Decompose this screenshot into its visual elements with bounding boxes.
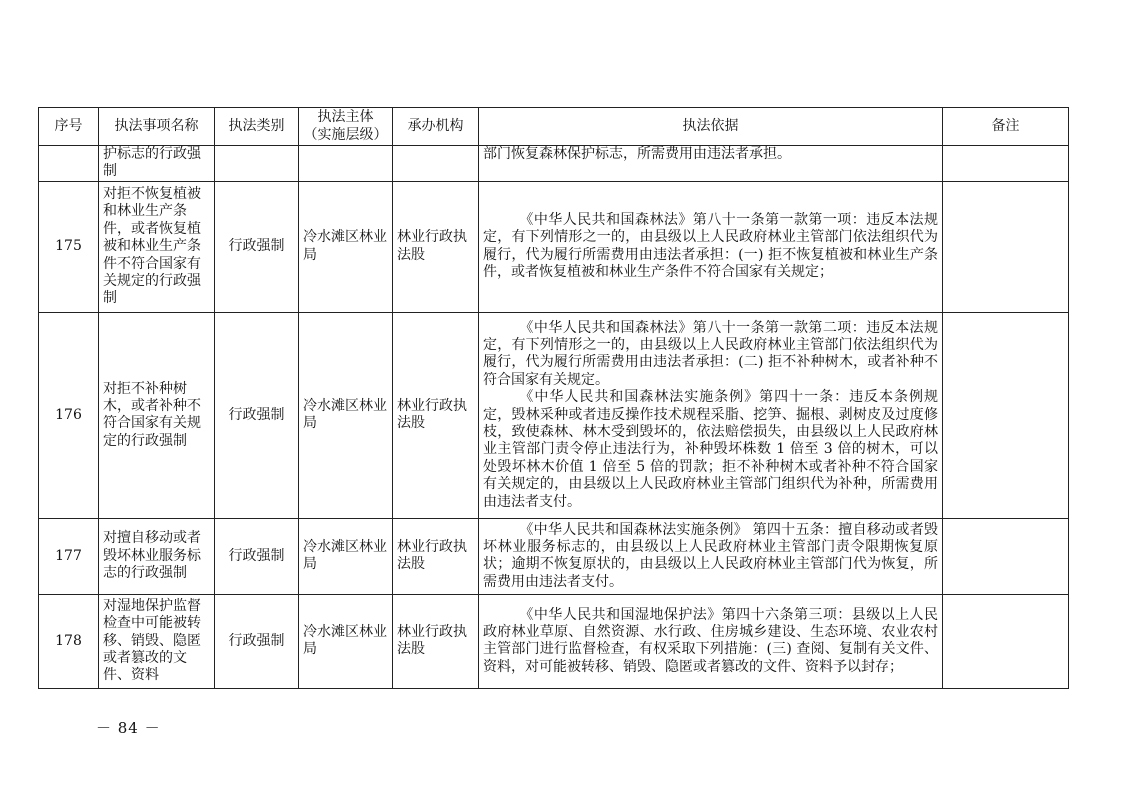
basis-paragraph: 《中华人民共和国森林法实施条例》 第四十五条：擅自移动或者毁坏林业服务标志的，由县级以上人民政府林业主管部门责令限期恢复原状；逾期不恢复原状的，由县级以上人民政府林业主管部门代为恢复，所需费用由违法者支付。 — [483, 521, 938, 590]
header-item-name: 执法事项名称 — [99, 108, 215, 146]
basis-paragraph: 部门恢复森林保护标志，所需费用由违法者承担。 — [483, 146, 791, 162]
table-row — [39, 518, 1069, 594]
row-category: 行政强制 — [215, 181, 299, 312]
row-agency: 林业行政执法股 — [393, 181, 479, 312]
header-index: 序号 — [39, 108, 99, 146]
row-subject: 冷水滩区林业局 — [299, 518, 393, 594]
row-category: 行政强制 — [215, 312, 299, 518]
header-category: 执法类别 — [215, 108, 299, 146]
header-subject-line2: （实施层级） — [303, 126, 388, 143]
header-remarks: 备注 — [943, 108, 1069, 146]
row-remarks — [943, 146, 1069, 182]
row-subject: 冷水滩区林业局 — [299, 181, 393, 312]
row-remarks — [943, 312, 1069, 518]
row-item-name: 对擅自移动或者毁坏林业服务标志的行政强制 — [99, 518, 215, 594]
row-item-name: 对拒不补种树木，或者补种不符合国家有关规定的行政强制 — [99, 312, 215, 518]
table-row — [39, 146, 1069, 182]
row-agency — [393, 146, 479, 182]
row-subject: 冷水滩区林业局 — [299, 312, 393, 518]
row-basis — [479, 181, 943, 312]
table-row — [39, 312, 1069, 518]
row-index: 177 — [39, 518, 99, 594]
row-basis — [479, 312, 943, 518]
table-row — [39, 594, 1069, 688]
page-number: － 84 － — [96, 719, 161, 737]
row-item-name: 对湿地保护监督检查中可能被转移、销毁、隐匿或者篡改的文件、资料 — [99, 594, 215, 688]
basis-paragraph: 《中华人民共和国森林法》第八十一条第一款第二项：违反本法规定，有下列情形之一的，由县级以上人民政府林业主管部门依法组织代为履行，代为履行所需费用由违法者承担：(二) 拒不补种树木，或者补种不符合国家有关规定。 — [483, 319, 938, 388]
header-agency: 承办机构 — [393, 108, 479, 146]
header-basis: 执法依据 — [479, 108, 943, 146]
row-agency: 林业行政执法股 — [393, 312, 479, 518]
table-row — [39, 181, 1069, 312]
row-subject: 冷水滩区林业局 — [299, 594, 393, 688]
row-basis — [479, 518, 943, 594]
row-category: 行政强制 — [215, 594, 299, 688]
row-agency: 林业行政执法股 — [393, 518, 479, 594]
table-header-row — [39, 108, 1069, 146]
basis-paragraph: 《中华人民共和国森林法》第八十一条第一款第一项：违反本法规定，有下列情形之一的，由县级以上人民政府林业主管部门依法组织代为履行，代为履行所需费用由违法者承担：(一) 拒不恢复植被和林业生产条件，或者恢复植被和林业生产条件不符合国家有关规定； — [483, 212, 938, 281]
row-index — [39, 146, 99, 182]
row-subject — [299, 146, 393, 182]
header-subject — [299, 108, 393, 146]
row-category — [215, 146, 299, 182]
basis-paragraph: 《中华人民共和国森林法实施条例》第四十一条：违反本条例规定，毁林采种或者违反操作技术规程采脂、挖笋、掘根、剥树皮及过度修枝，致使森林、林木受到毁坏的，依法赔偿损失，由县级以上人民政府林业主管部门责令停止违法行为，补种毁坏株数 1 倍至 3 倍的树木，可以处毁坏林木价值 1 倍至 5 倍的罚款；拒不补种树木或者补种不符合国家有关规定的，由县级以上人民政府林业主管部门组织代为补种，所需费用由违法者支付。 — [483, 389, 938, 510]
row-remarks — [943, 181, 1069, 312]
row-category: 行政强制 — [215, 518, 299, 594]
row-basis — [479, 594, 943, 688]
row-index: 175 — [39, 181, 99, 312]
row-item-name: 对拒不恢复植被和林业生产条件，或者恢复植被和林业生产条件不符合国家有关规定的行政强制 — [99, 181, 215, 312]
row-remarks — [943, 518, 1069, 594]
row-index: 178 — [39, 594, 99, 688]
header-subject-line1: 执法主体 — [317, 109, 374, 126]
row-index: 176 — [39, 312, 99, 518]
row-agency: 林业行政执法股 — [393, 594, 479, 688]
row-remarks — [943, 594, 1069, 688]
enforcement-table — [38, 107, 1069, 689]
basis-paragraph: 《中华人民共和国湿地保护法》第四十六条第三项：县级以上人民政府林业草原、自然资源、水行政、住房城乡建设、生态环境、农业农村主管部门进行监督检查，有权采取下列措施：(三) 查阅、复制有关文件、资料，对可能被转移、销毁、隐匿或者篡改的文件、资料予以封存； — [483, 606, 938, 675]
row-item-name: 护标志的行政强制 — [99, 146, 215, 182]
row-basis — [479, 146, 943, 182]
